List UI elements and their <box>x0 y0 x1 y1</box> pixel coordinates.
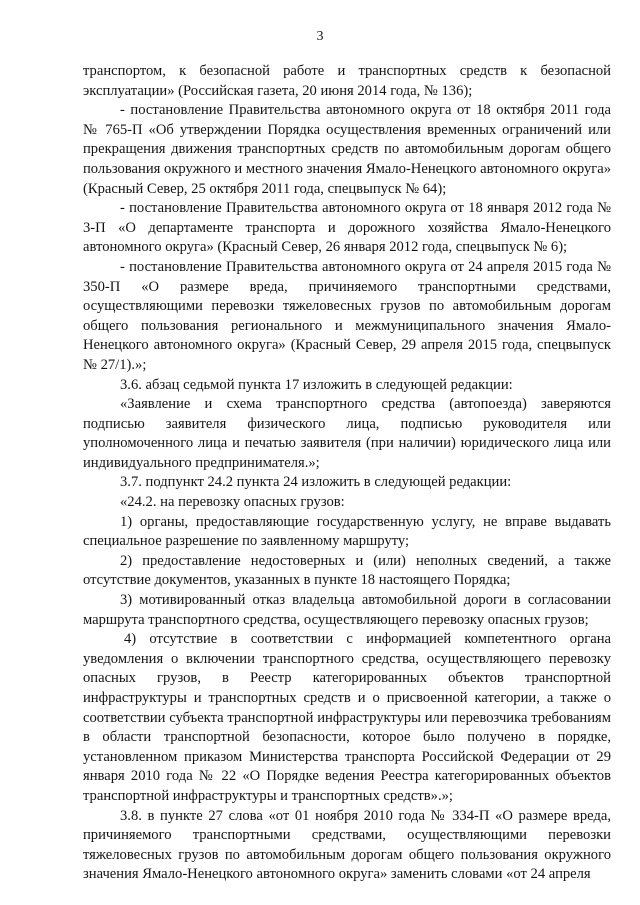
paragraph: 1) органы, предоставляющие государственную услугу, не вправе выдавать специальное разрешение по заявленному маршруту; <box>83 513 611 550</box>
paragraph: - постановление Правительства автономного округа от 18 января 2012 года № 3-П «О департаменте транспорта и дорожного хозяйства Ямало-Ненецкого автономного округа» (Красный Север, 26 января 2012 года, спецвыпуск № 6); <box>83 200 611 256</box>
paragraph: «Заявление и схема транспортного средства (автопоезда) заверяются подписью заявителя физического лица, подписью руководителя или уполномоченного лица и печатью заявителя (при наличии) юридического лица или индивидуального предпринимателя.»; <box>83 396 611 471</box>
page-number: 3 <box>316 29 324 44</box>
paragraph: 3.7. подпункт 24.2 пункта 24 изложить в следующей редакции: <box>120 474 512 491</box>
paragraph: 2) предоставление недостоверных и (или) неполных сведений, а также отсутствие документов, указанных в пункте 18 настоящего Порядка; <box>83 552 611 589</box>
paragraph: 4) отсутствие в соответствии с информацией компетентного органа уведомления о включении транспортного средства, осуществляющего перевозку опасных грузов, в Реестр категорированных объектов транспортной инфраструктуры и транспортных средств и о присвоенной категории, а также о соответствии субъекта транспортной инфраструктуры или перевозчика требованиям в области транспортной безопасности, которое было получено в порядке, установленном приказом Министерства транспорта Российской Федерации от 29 января 2010 года № 22 «О Порядке ведения Реестра категорированных объектов транспортной инфраструктуры и транспортных средств».»; <box>83 631 611 804</box>
paragraph: 3.8. в пункте 27 слова «от 01 ноября 2010 года № 334-П «О размере вреда, причиняемого транспортными средствами, осуществляющими перевозки тяжеловесных грузов по автомобильным дорогам общего пользования окружного значения Ямало-Ненецкого автономного округа» заменить словами «от 24 апреля <box>83 807 611 883</box>
document-body <box>83 62 611 885</box>
paragraph: «24.2. на перевозку опасных грузов: <box>120 494 345 511</box>
paragraph: - постановление Правительства автономного округа от 18 октября 2011 года № 765-П «Об утверждении Порядка осуществления временных ограничений или прекращения движения транспортных средств по автомобильным дорогам общего пользования окружного и местного значения Ямало-Ненецкого автономного округа» (Красный Север, 25 октября 2011 года, спецвыпуск № 64); <box>83 102 611 197</box>
paragraph: 3) мотивированный отказ владельца автомобильной дороги в согласовании маршрута транспортного средства, осуществляющего перевозку опасных грузов; <box>83 592 611 628</box>
paragraph: 3.6. абзац седьмой пункта 17 изложить в следующей редакции: <box>120 376 513 393</box>
paragraph: - постановление Правительства автономного округа от 24 апреля 2015 года № 350-П «О размере вреда, причиняемого транспортными средствами, осуществляющими перевозки тяжеловесных грузов по автомобильным дорогам общего пользования регионального и межмуниципального значения Ямало-Ненецкого автономного округа» (Красный Север, 29 апреля 2015 года, спецвыпуск № 27/1).»; <box>83 258 611 373</box>
paragraph: транспортом, к безопасной работе и транспортных средств к безопасной эксплуатации» (Российская газета, 20 июня 2014 года, № 136); <box>83 63 611 99</box>
